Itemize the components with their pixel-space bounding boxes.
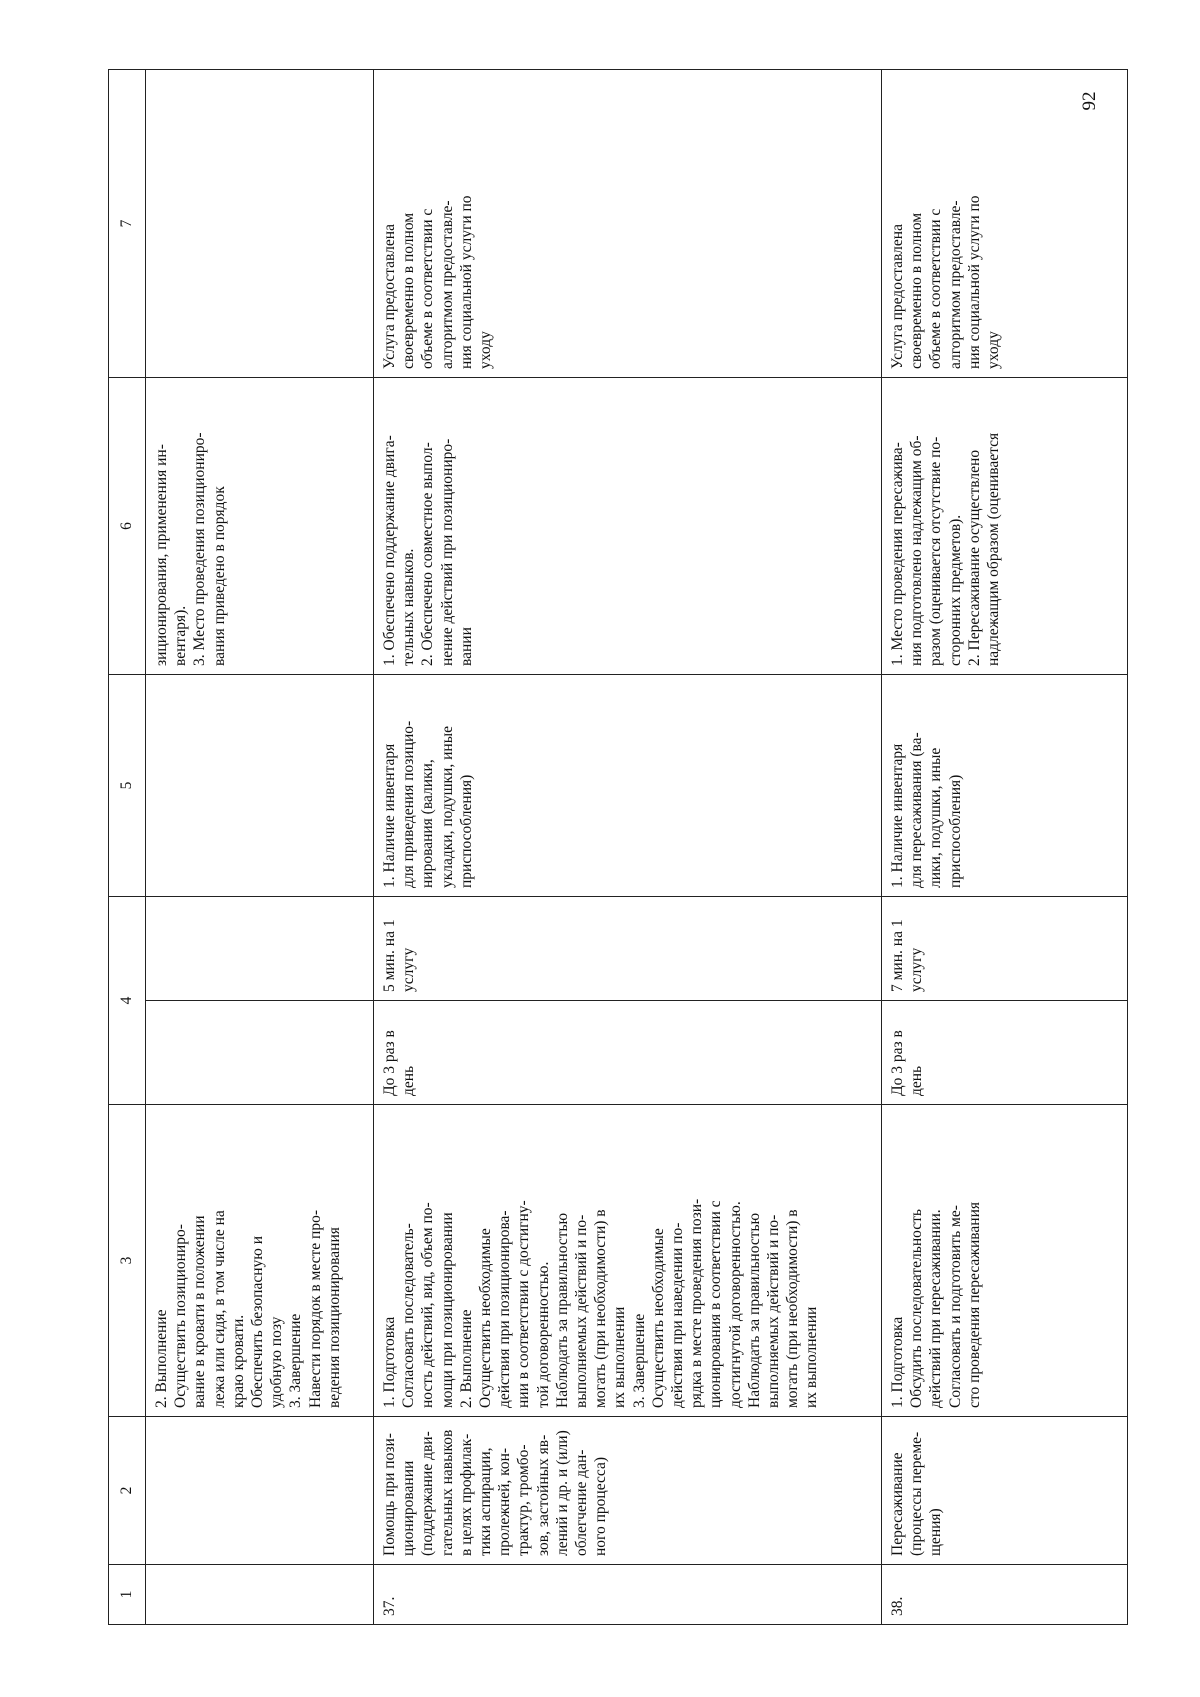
service-evaluation <box>146 70 374 378</box>
service-name: Пересаживание (процессы переме- щения) <box>882 1417 1128 1565</box>
service-evaluation: Услуга предоставлена своевременно в полном объеме в соответствии с алгоритмом предоставле- ния социальной услуги по уходу <box>882 70 1128 378</box>
service-duration <box>146 897 374 1001</box>
service-procedure: 2. Выполнение Осуществить позициониро- вание в кровати в положении лежа или сидя, в том числе на краю кровати. Обеспечить безопасную и удобную позу 3. Завершение Навести порядок в месте про- ведения позиционирования <box>146 1105 374 1417</box>
row-number: 38. <box>882 1565 1128 1625</box>
table-row <box>146 70 374 1625</box>
header-col-1: 1 <box>109 1565 146 1625</box>
header-col-3: 3 <box>109 1105 146 1417</box>
service-name: Помощь при пози- ционировании (поддержание дви- гательных навыков в целях профилак- тики аспирации, пролежней, кон- трактур, тромбо- зов, застойных яв- лений и др. и (или) облегчение дан- ного процесса) <box>374 1417 882 1565</box>
service-indicators: 1. Место проведения пересажива- ния подготовлено надлежащим об- разом (оценивается отсутствие по- сторонних предметов). 2. Пересаживание осуществлено надлежащим образом (оценивается <box>882 378 1128 675</box>
service-conditions: 1. Наличие инвентаря для приведения позицио- нирования (валики, укладки, подушки, иные приспособления) <box>374 675 882 897</box>
table-row <box>882 70 1128 1625</box>
row-number <box>146 1565 374 1625</box>
service-duration: 5 мин. на 1 услугу <box>374 897 882 1001</box>
service-duration: 7 мин. на 1 услугу <box>882 897 1128 1001</box>
service-conditions: 1. Наличие инвентаря для пересаживания (ва- лики, подушки, иные приспособления) <box>882 675 1128 897</box>
page-number: 92 <box>1079 91 1100 111</box>
service-procedure: 1. Подготовка Обсудить последовательность действий при пересаживании. Согласовать и подготовить ме- сто проведения пересаживания <box>882 1105 1128 1417</box>
header-col-6: 6 <box>109 378 146 675</box>
row-number: 37. <box>374 1565 882 1625</box>
service-conditions <box>146 675 374 897</box>
service-indicators: 1. Обеспечено поддержание двига- тельных навыков. 2. Обеспечено совместное выпол- нение действий при позициониро- вании <box>374 378 882 675</box>
service-procedure: 1. Подготовка Согласовать последователь- ность действий, вид, объем по- мощи при позиционировании 2. Выполнение Осуществить необходимые действия при позиционирова- нии в соответствии с достигну- той договоренностью. Наблюдать за правильностью выполняемых действий и по- могать (при необходимости) в их выполнении 3. Завершение Осуществить необходимые действия при наведении по- рядка в месте проведения пози- ционирования в соответствии с достигнутой договоренностью. Наблюдать за правильностью выполняемых действий и по- могать (при необходимости) в их выполнении <box>374 1105 882 1417</box>
table-header-row <box>109 70 146 1625</box>
service-indicators: зиционирования, применения ин- вентаря). 3. Место проведения позициониро- вания приведено в порядок <box>146 378 374 675</box>
services-table <box>108 69 1128 1625</box>
service-evaluation: Услуга предоставлена своевременно в полном объеме в соответствии с алгоритмом предоставле- ния социальной услуги по уходу <box>374 70 882 378</box>
service-name <box>146 1417 374 1565</box>
rotated-table-container <box>108 70 1128 1625</box>
header-col-2: 2 <box>109 1417 146 1565</box>
service-frequency: До 3 раз в день <box>374 1001 882 1105</box>
header-col-4: 4 <box>109 897 146 1105</box>
service-frequency <box>146 1001 374 1105</box>
service-frequency: До 3 раз в день <box>882 1001 1128 1105</box>
table-row <box>374 70 882 1625</box>
header-col-5: 5 <box>109 675 146 897</box>
header-col-7: 7 <box>109 70 146 378</box>
